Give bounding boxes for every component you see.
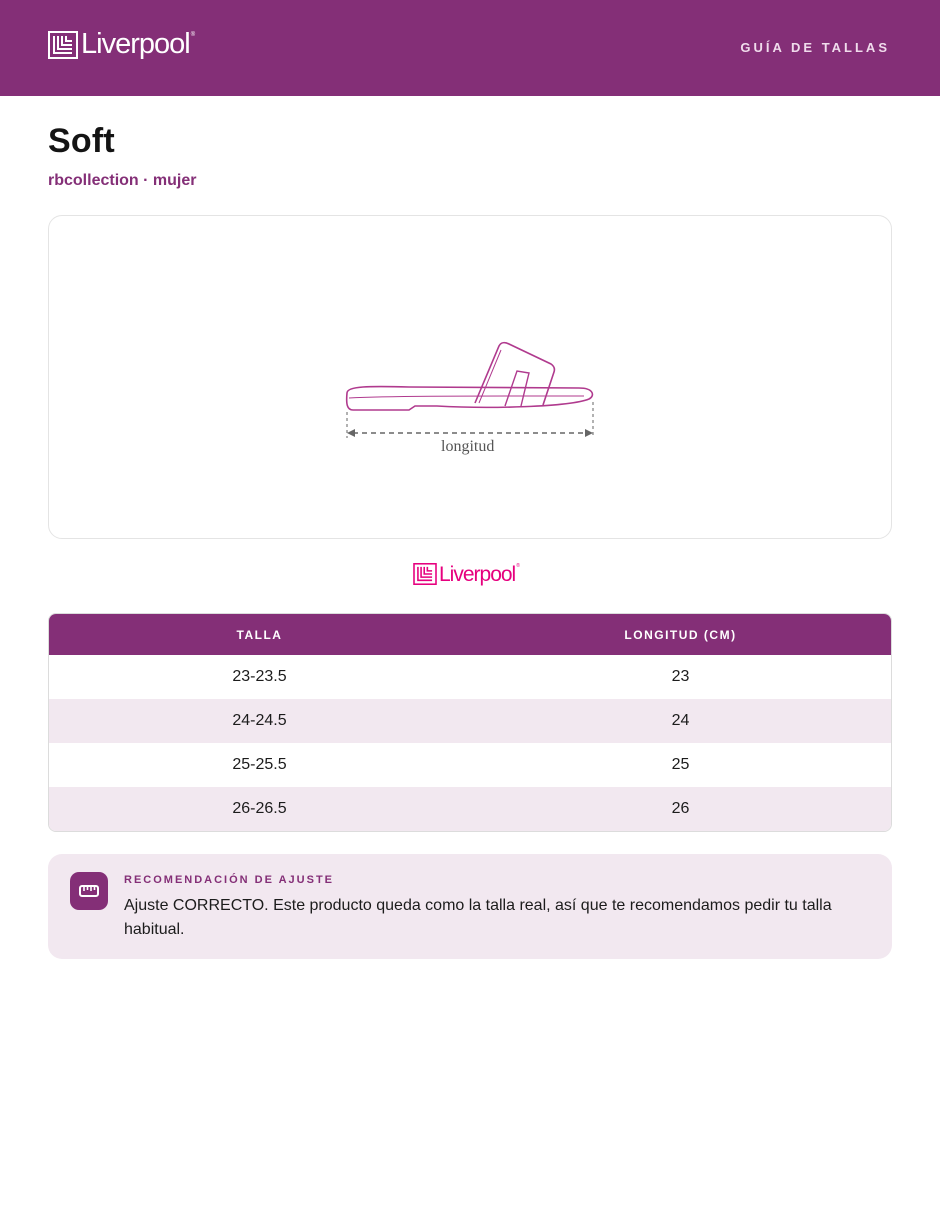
table-row [49,787,891,831]
table-row [49,699,891,743]
length-label: longitud [441,438,495,455]
slide-sandal-icon [329,336,609,446]
cell-talla: 26-26.5 [232,800,287,817]
product-subtitle: rbcollection · mujer [48,172,197,189]
liverpool-logo[interactable] [48,30,195,59]
cell-talla: 25-25.5 [232,756,287,773]
table-row [49,743,891,787]
cell-longitud: 25 [671,756,690,773]
header-bar [0,0,940,96]
product-title: Soft [48,122,115,160]
column-header-talla: TALLA [236,627,283,642]
ruler-icon [70,872,108,910]
size-table-header [49,614,891,655]
footer-brand-mark: ® [516,563,520,569]
fit-recommendation-card [48,854,892,959]
page-header-title: GUÍA DE TALLAS [740,40,890,55]
liverpool-logo-icon [413,563,437,585]
fit-recommendation-label: RECOMENDACIÓN DE AJUSTE [124,874,334,886]
table-row [49,655,891,699]
liverpool-footer-logo [413,563,520,585]
liverpool-logo-icon [48,31,78,59]
cell-longitud: 26 [671,800,690,817]
cell-longitud: 24 [671,712,690,729]
cell-talla: 24-24.5 [232,712,287,729]
brand-name: Liverpool [81,28,190,60]
column-header-longitud: LONGITUD (CM) [624,627,737,642]
size-table [48,613,892,832]
brand-registered-mark: ® [190,32,196,38]
cell-talla: 23-23.5 [232,668,287,685]
cell-longitud: 23 [671,668,690,685]
fit-recommendation-text: Ajuste CORRECTO. Este producto queda como la talla real, así que te recomendamos pedir tu talla habitual. [124,897,832,938]
size-diagram-card [48,215,892,539]
footer-brand-name: Liverpool [439,562,516,586]
